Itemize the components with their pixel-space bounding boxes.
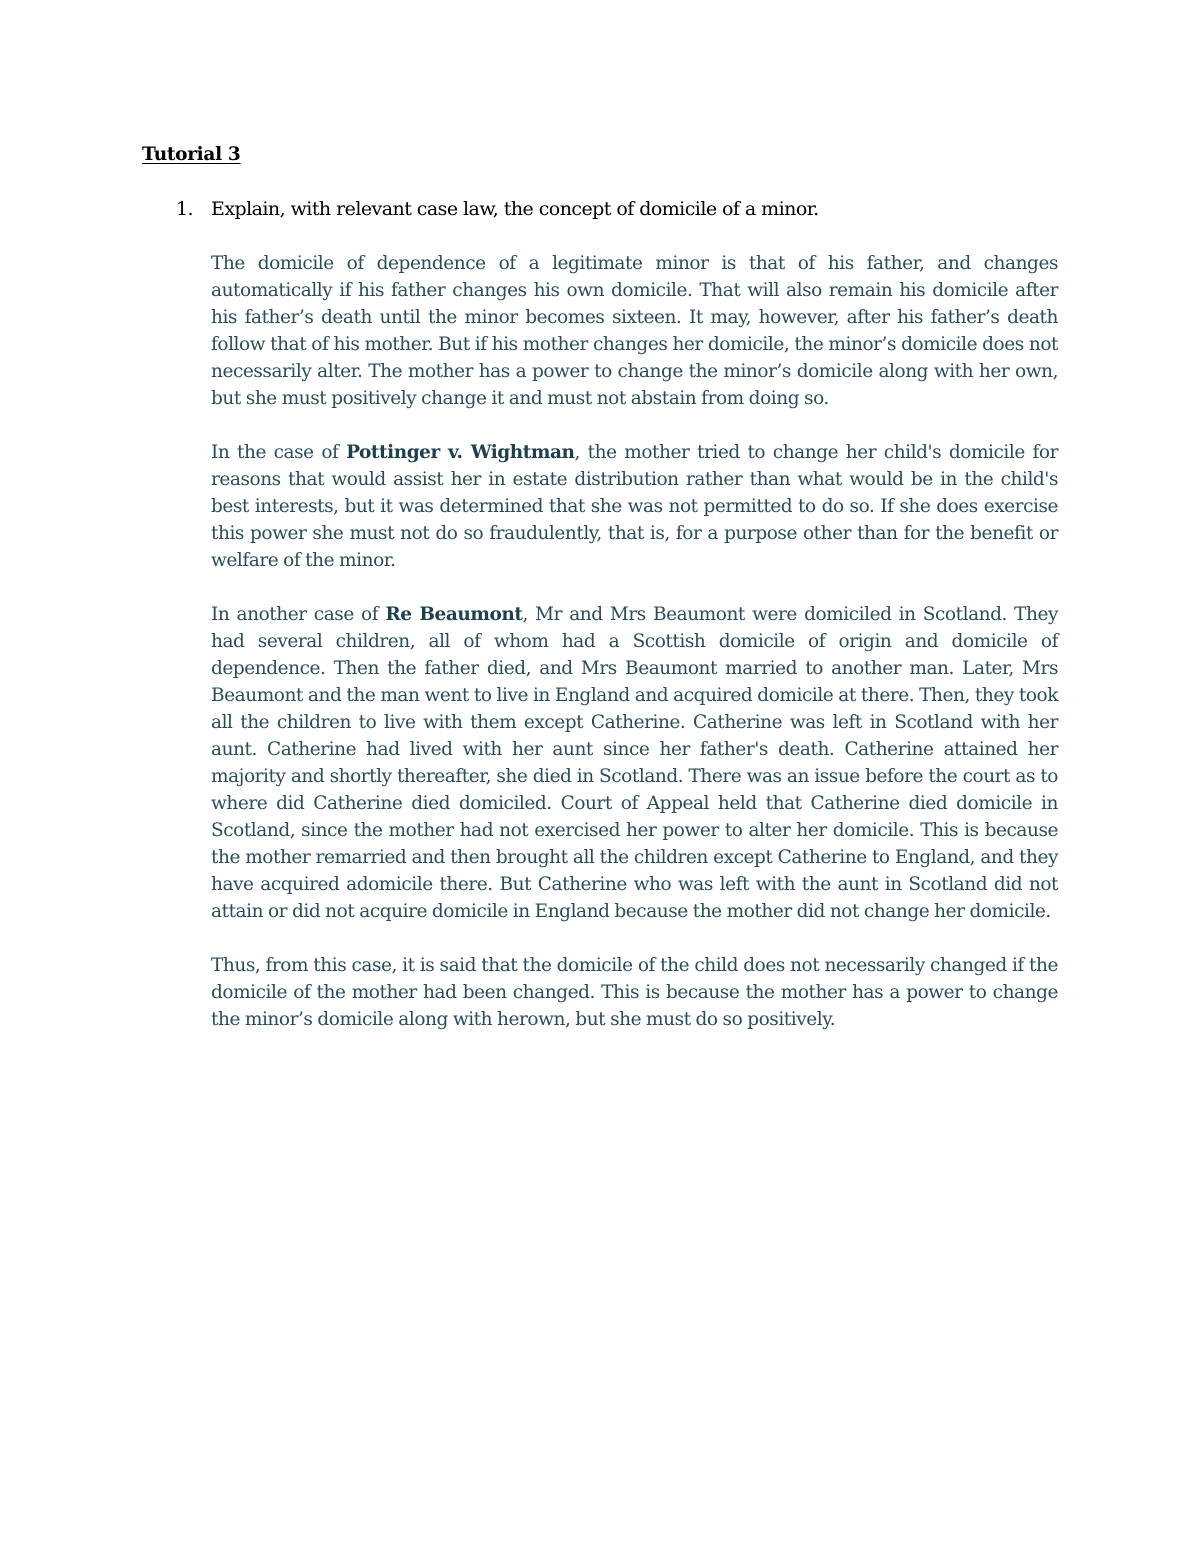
answer-paragraph-4: Thus, from this case, it is said that the domicile of the child does not necessarily changed if the domicile of the mother had been changed. This is because the mother has a power to change the minor’s domicile along with herown, but she must do so positively. <box>211 955 1058 1030</box>
paragraph-3-intro: In another case of <box>211 604 386 625</box>
case-name-pottinger: Pottinger v. Wightman <box>346 442 575 463</box>
document-title: Tutorial 3 <box>142 144 241 165</box>
paragraph-2-body: , the mother tried to change her child's domicile for reasons that would assist her in estate distribution rather than what would be in the child's best interests, but it was determined that she was not permitted to do so. If she does exercise this power she must not do so fraudulently, that is, for a purpose other than for the benefit or welfare of the minor. <box>211 442 1058 571</box>
answer-paragraph-3 <box>211 601 1058 925</box>
question-item <box>176 198 1076 220</box>
paragraph-2-intro: In the case of <box>211 442 347 463</box>
question-text: Explain, with relevant case law, the concept of domicile of a minor. <box>211 198 819 220</box>
answer-paragraph-1: The domicile of dependence of a legitimate minor is that of his father, and changes automatically if his father changes his own domicile. That will also remain his domicile after his father’s death until the minor becomes sixteen. It may, however, after his father’s death follow that of his mother. But if his mother changes her domicile, the minor’s domicile does not necessarily alter. The mother has a power to change the minor’s domicile along with her own, but she must positively change it and must not abstain from doing so. <box>211 253 1058 409</box>
answer-paragraph-2 <box>211 439 1058 574</box>
case-name-beaumont: Re Beaumont <box>385 604 523 625</box>
question-number: 1. <box>176 198 194 220</box>
paragraph-3-body: , Mr and Mrs Beaumont were domiciled in Scotland. They had several children, all of whom had a Scottish domicile of origin and domicile of dependence. Then the father died, and Mrs Beaumont married to another man. Later, Mrs Beaumont and the man went to live in England and acquired domicile at there. Then, they took all the children to live with them except Catherine. Catherine was left in Scotland with her aunt. Catherine had lived with her aunt since her father's death. Catherine attained her majority and shortly thereafter, she died in Scotland. There was an issue before the court as to where did Catherine died domiciled. Court of Appeal held that Catherine died domicile in Scotland, since the mother had not exercised her power to alter her domicile. This is because the mother remarried and then brought all the children except Catherine to England, and they have acquired adomicile there. But Catherine who was left with the aunt in Scotland did not attain or did not acquire domicile in England because the mother did not change her domicile. <box>211 604 1058 922</box>
answer-body <box>211 250 1058 1060</box>
